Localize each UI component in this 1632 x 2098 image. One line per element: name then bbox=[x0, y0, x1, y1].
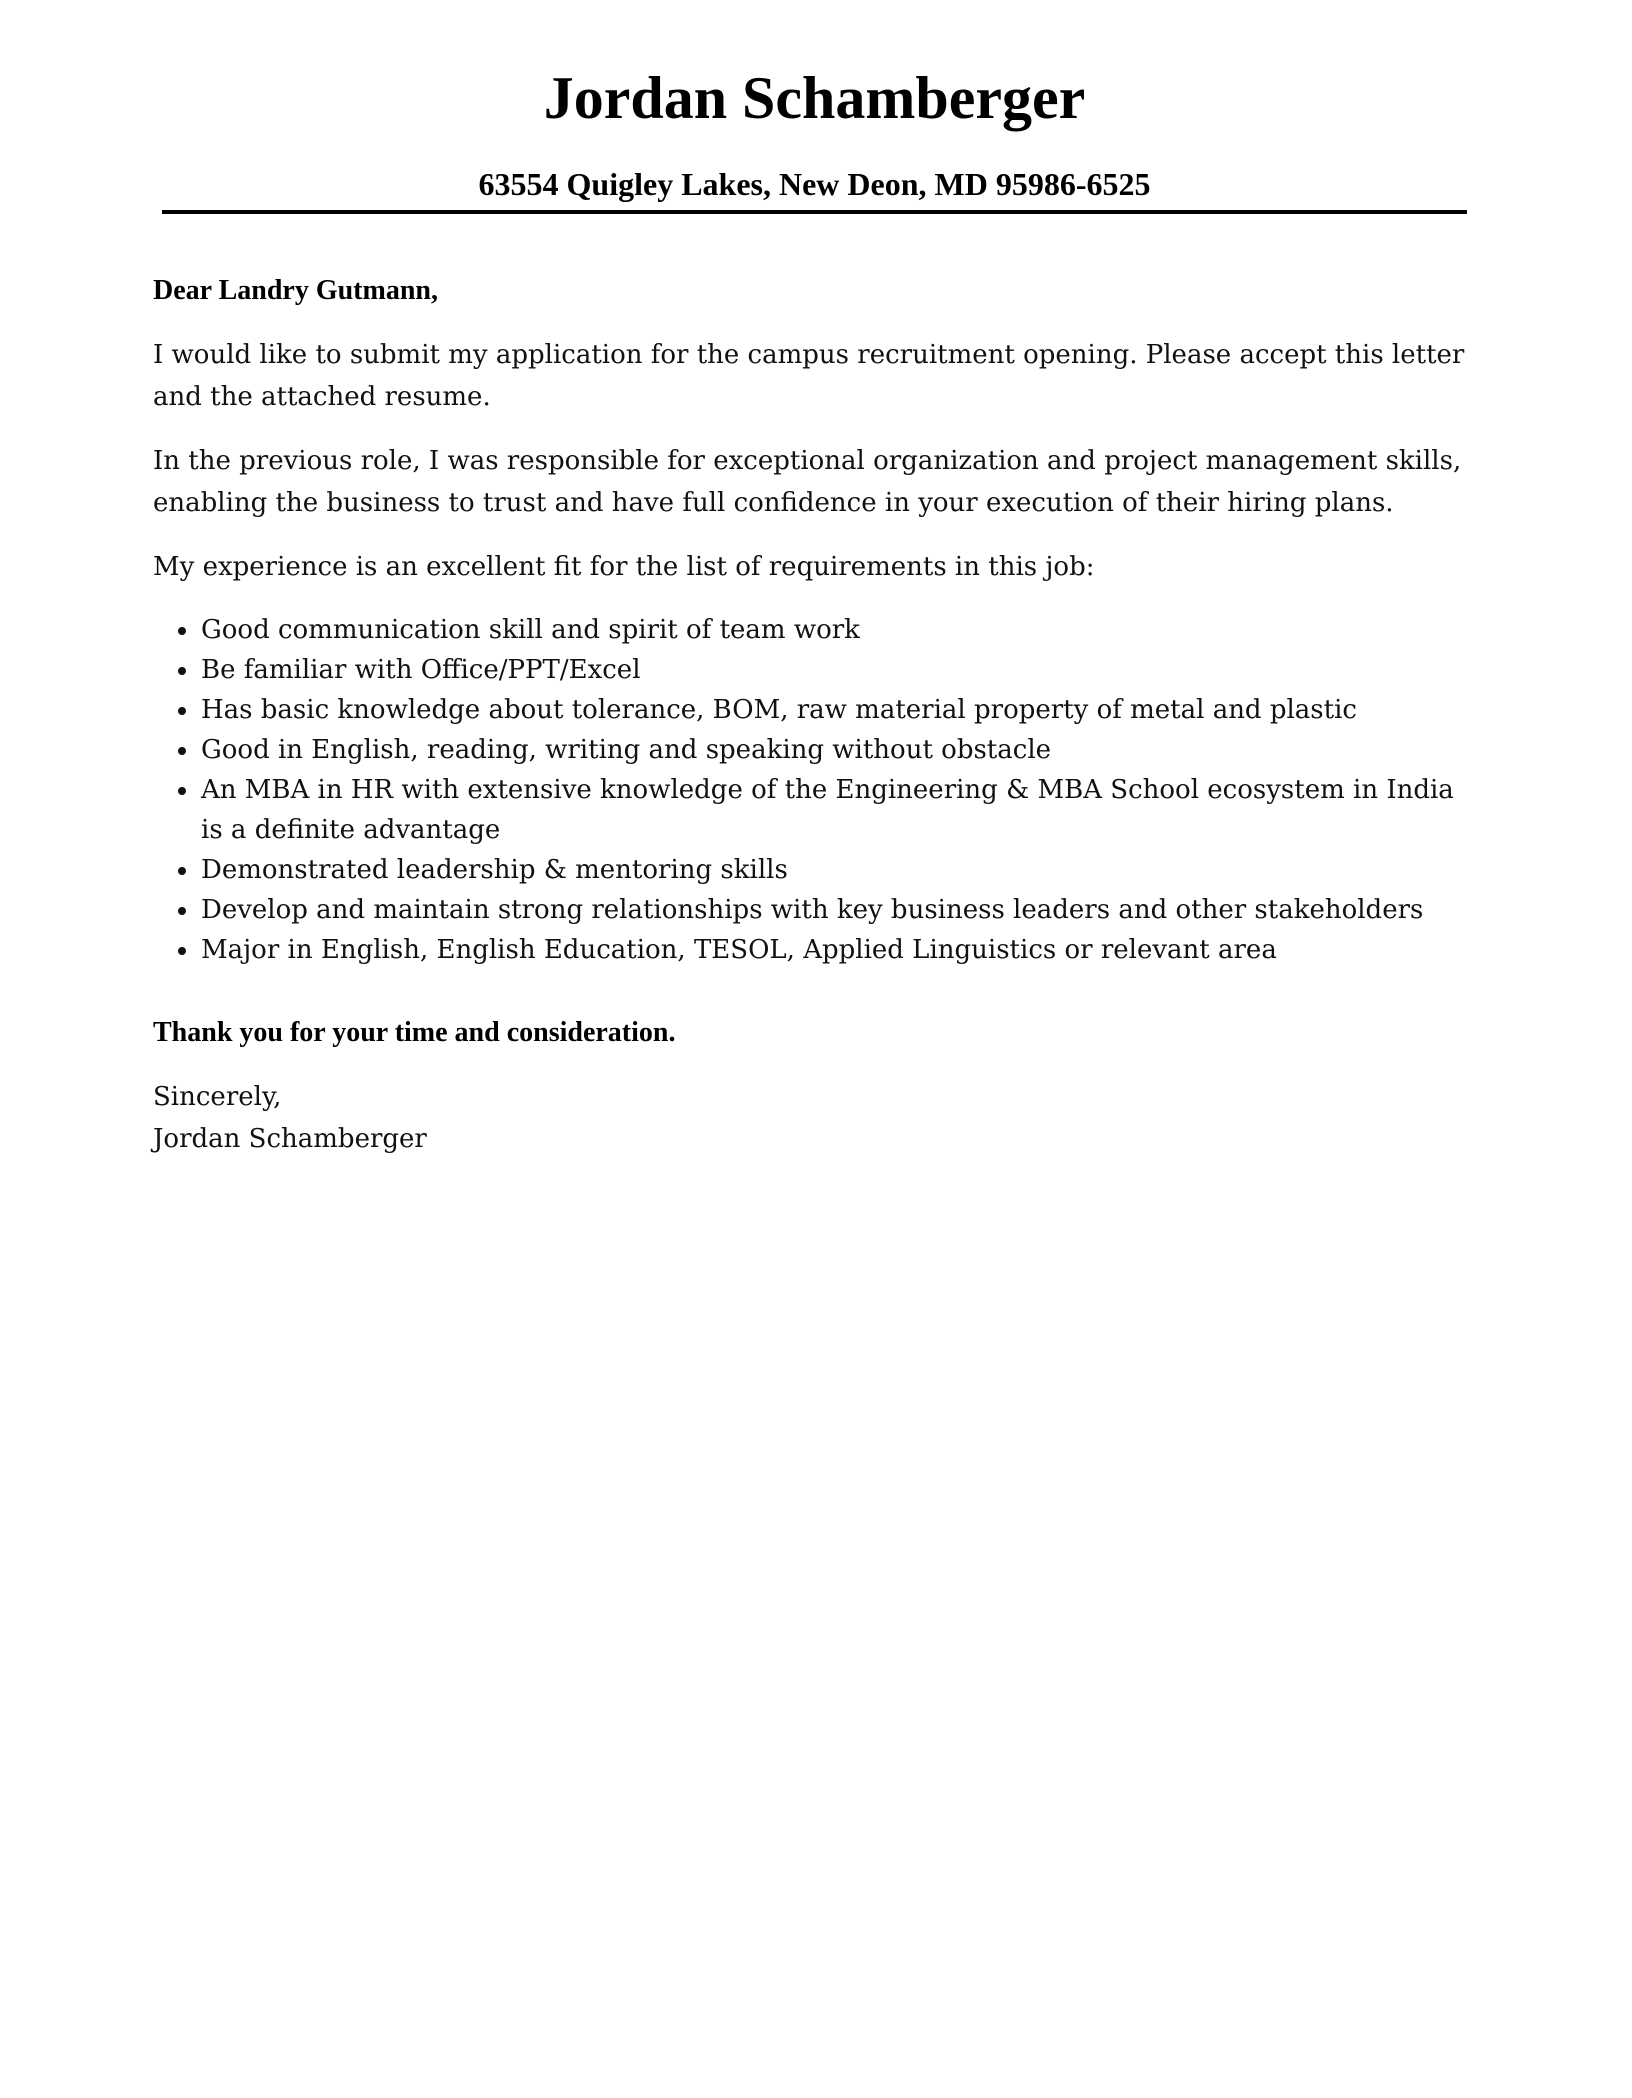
paragraph-previous-role: In the previous role, I was responsible for exceptional organization and project management skills, enabling the business to trust and have full confidence in your execution of their hiring plans. bbox=[153, 446, 1462, 518]
sender-name: Jordan Schamberger bbox=[543, 65, 1086, 131]
signoff: Sincerely, bbox=[153, 1082, 282, 1112]
letter-body bbox=[153, 270, 1478, 1160]
bullet-icon bbox=[178, 907, 186, 915]
bullet-icon bbox=[178, 867, 186, 875]
list-item bbox=[153, 650, 1478, 690]
bullet-icon bbox=[178, 627, 186, 635]
paragraph-intro: I would like to submit my application for the campus recruitment opening. Please accept this letter and the attached resume. bbox=[153, 340, 1465, 412]
requirement-text: Good in English, reading, writing and speaking without obstacle bbox=[201, 735, 1052, 765]
list-item bbox=[153, 610, 1478, 650]
closing-line: Thank you for your time and consideration. bbox=[153, 1017, 676, 1048]
requirement-text: Major in English, English Education, TESOL, Applied Linguistics or relevant area bbox=[201, 935, 1277, 965]
requirements-list bbox=[153, 610, 1478, 970]
bullet-icon bbox=[178, 707, 186, 715]
list-item bbox=[153, 930, 1478, 970]
paragraph-experience: My experience is an excellent fit for the list of requirements in this job: bbox=[153, 552, 1095, 582]
header-divider bbox=[162, 210, 1467, 214]
bullet-icon bbox=[178, 787, 186, 795]
requirement-text: An MBA in HR with extensive knowledge of the Engineering & MBA School ecosystem in India is a definite advantage bbox=[201, 775, 1454, 845]
list-item bbox=[153, 890, 1478, 930]
list-item bbox=[153, 850, 1478, 890]
salutation: Dear Landry Gutmann, bbox=[153, 275, 438, 306]
bullet-icon bbox=[178, 747, 186, 755]
list-item bbox=[153, 730, 1478, 770]
requirement-text: Be familiar with Office/PPT/Excel bbox=[201, 655, 641, 685]
bullet-icon bbox=[178, 947, 186, 955]
list-item bbox=[153, 770, 1478, 850]
signature-name: Jordan Schamberger bbox=[153, 1124, 427, 1154]
requirement-text: Has basic knowledge about tolerance, BOM, raw material property of metal and plastic bbox=[201, 695, 1357, 725]
bullet-icon bbox=[178, 667, 186, 675]
requirement-text: Demonstrated leadership & mentoring skills bbox=[201, 855, 788, 885]
requirement-text: Good communication skill and spirit of team work bbox=[201, 615, 860, 645]
requirement-text: Develop and maintain strong relationships with key business leaders and other stakeholders bbox=[201, 895, 1424, 925]
sender-address: 63554 Quigley Lakes, New Deon, MD 95986-6525 bbox=[478, 166, 1151, 202]
list-item bbox=[153, 690, 1478, 730]
letter-header bbox=[162, 60, 1467, 202]
